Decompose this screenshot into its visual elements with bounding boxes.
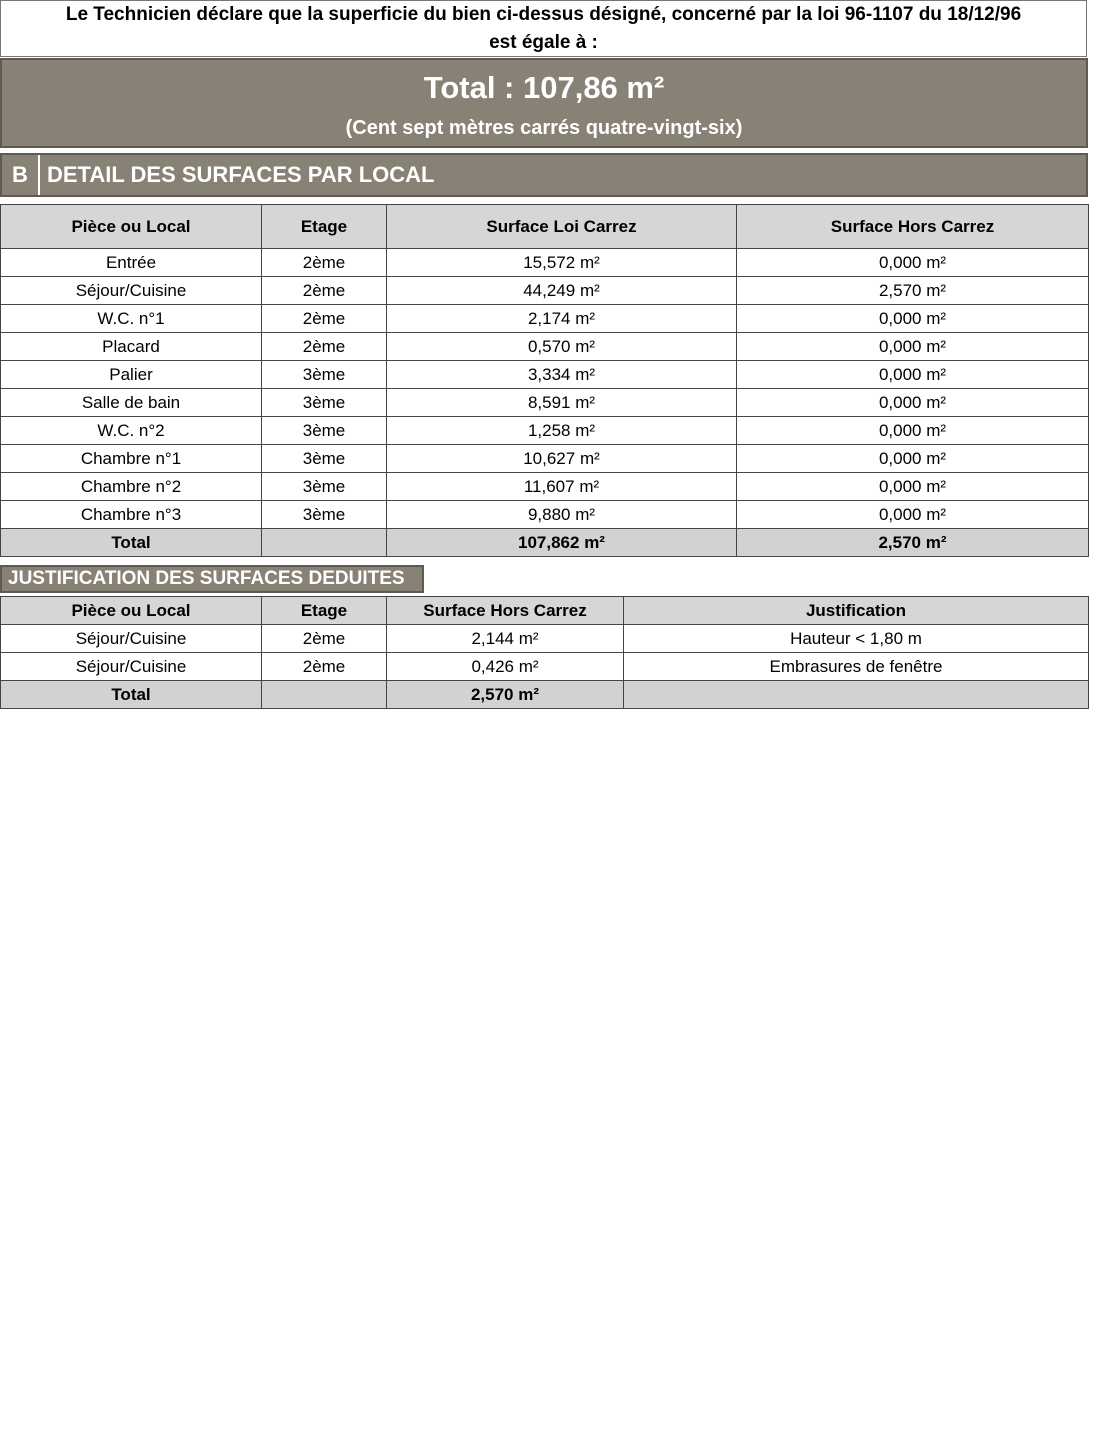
cell-floor: 3ème [262, 501, 387, 529]
justification-header-row [1, 597, 1089, 625]
table-row [1, 473, 1089, 501]
table-row [1, 445, 1089, 473]
section-letter: B [2, 155, 40, 195]
cell-carrez-surface: 44,249 m² [387, 277, 737, 305]
cell-floor: 3ème [262, 417, 387, 445]
cell-non-carrez-surface: 0,000 m² [737, 305, 1089, 333]
total-floor-empty [262, 529, 387, 557]
cell-floor: 2ème [262, 625, 387, 653]
detail-header-row [1, 205, 1089, 249]
cell-floor: 2ème [262, 333, 387, 361]
column-header-room: Pièce ou Local [1, 205, 262, 249]
cell-non-carrez-surface: 0,000 m² [737, 501, 1089, 529]
total-label: Total [1, 681, 262, 709]
cell-room: Séjour/Cuisine [1, 625, 262, 653]
justification-total-row [1, 681, 1089, 709]
table-row [1, 361, 1089, 389]
declaration-line-1: Le Technicien déclare que la superficie du bien ci-dessus désigné, concerné par la loi 96-1107 du 18/12/96 [65, 4, 1022, 25]
total-floor-empty [262, 681, 387, 709]
cell-floor: 3ème [262, 473, 387, 501]
total-non-carrez-surface: 2,570 m² [387, 681, 624, 709]
column-header-room: Pièce ou Local [1, 597, 262, 625]
total-non-carrez-surface: 2,570 m² [737, 529, 1089, 557]
cell-carrez-surface: 9,880 m² [387, 501, 737, 529]
cell-non-carrez-surface: 0,000 m² [737, 361, 1089, 389]
cell-non-carrez-surface: 0,000 m² [737, 249, 1089, 277]
cell-floor: 2ème [262, 249, 387, 277]
cell-floor: 2ème [262, 277, 387, 305]
cell-floor: 3ème [262, 361, 387, 389]
cell-carrez-surface: 15,572 m² [387, 249, 737, 277]
cell-carrez-surface: 2,174 m² [387, 305, 737, 333]
table-row [1, 277, 1089, 305]
cell-floor: 2ème [262, 653, 387, 681]
cell-room: Salle de bain [1, 389, 262, 417]
section-title: DETAIL DES SURFACES PAR LOCAL [47, 162, 435, 187]
cell-carrez-surface: 1,258 m² [387, 417, 737, 445]
table-row [1, 653, 1089, 681]
total-carrez-surface: 107,862 m² [387, 529, 737, 557]
cell-carrez-surface: 10,627 m² [387, 445, 737, 473]
cell-room: Chambre n°2 [1, 473, 262, 501]
cell-room: Placard [1, 333, 262, 361]
cell-carrez-surface: 3,334 m² [387, 361, 737, 389]
total-box [0, 58, 1088, 148]
total-surface: Total : 107,86 m² [423, 70, 665, 105]
cell-non-carrez-surface: 0,000 m² [737, 445, 1089, 473]
justification-section-header: JUSTIFICATION DES SURFACES DEDUITES [0, 565, 424, 593]
justification-table [0, 596, 1089, 709]
cell-non-carrez-surface: 0,000 m² [737, 333, 1089, 361]
total-surface-words: (Cent sept mètres carrés quatre-vingt-six) [345, 117, 743, 139]
table-row [1, 389, 1089, 417]
table-row [1, 417, 1089, 445]
declaration-line-2: est égale à : [489, 32, 598, 53]
cell-non-carrez-surface: 2,570 m² [737, 277, 1089, 305]
cell-non-carrez-surface: 0,000 m² [737, 389, 1089, 417]
table-row [1, 501, 1089, 529]
cell-non-carrez-surface: 0,000 m² [737, 417, 1089, 445]
cell-non-carrez-surface: 2,144 m² [387, 625, 624, 653]
cell-non-carrez-surface: 0,000 m² [737, 473, 1089, 501]
cell-floor: 3ème [262, 389, 387, 417]
cell-carrez-surface: 0,570 m² [387, 333, 737, 361]
cell-floor: 2ème [262, 305, 387, 333]
column-header-floor: Etage [262, 597, 387, 625]
cell-room: Chambre n°3 [1, 501, 262, 529]
total-justification-empty [624, 681, 1089, 709]
column-header-non-carrez-surface: Surface Hors Carrez [387, 597, 624, 625]
detail-total-row [1, 529, 1089, 557]
cell-justification: Hauteur < 1,80 m [624, 625, 1089, 653]
cell-room: Chambre n°1 [1, 445, 262, 473]
table-row [1, 305, 1089, 333]
cell-room: Séjour/Cuisine [1, 277, 262, 305]
cell-room: Palier [1, 361, 262, 389]
detail-table [0, 204, 1089, 557]
cell-justification: Embrasures de fenêtre [624, 653, 1089, 681]
table-row [1, 333, 1089, 361]
cell-room: W.C. n°2 [1, 417, 262, 445]
cell-carrez-surface: 11,607 m² [387, 473, 737, 501]
total-label: Total [1, 529, 262, 557]
column-header-non-carrez-surface: Surface Hors Carrez [737, 205, 1089, 249]
cell-room: Séjour/Cuisine [1, 653, 262, 681]
cell-non-carrez-surface: 0,426 m² [387, 653, 624, 681]
cell-room: Entrée [1, 249, 262, 277]
section-b-header [0, 153, 1088, 197]
cell-room: W.C. n°1 [1, 305, 262, 333]
declaration-box [0, 0, 1087, 57]
column-header-justification: Justification [624, 597, 1089, 625]
table-row [1, 249, 1089, 277]
cell-floor: 3ème [262, 445, 387, 473]
table-row [1, 625, 1089, 653]
column-header-carrez-surface: Surface Loi Carrez [387, 205, 737, 249]
column-header-floor: Etage [262, 205, 387, 249]
cell-carrez-surface: 8,591 m² [387, 389, 737, 417]
